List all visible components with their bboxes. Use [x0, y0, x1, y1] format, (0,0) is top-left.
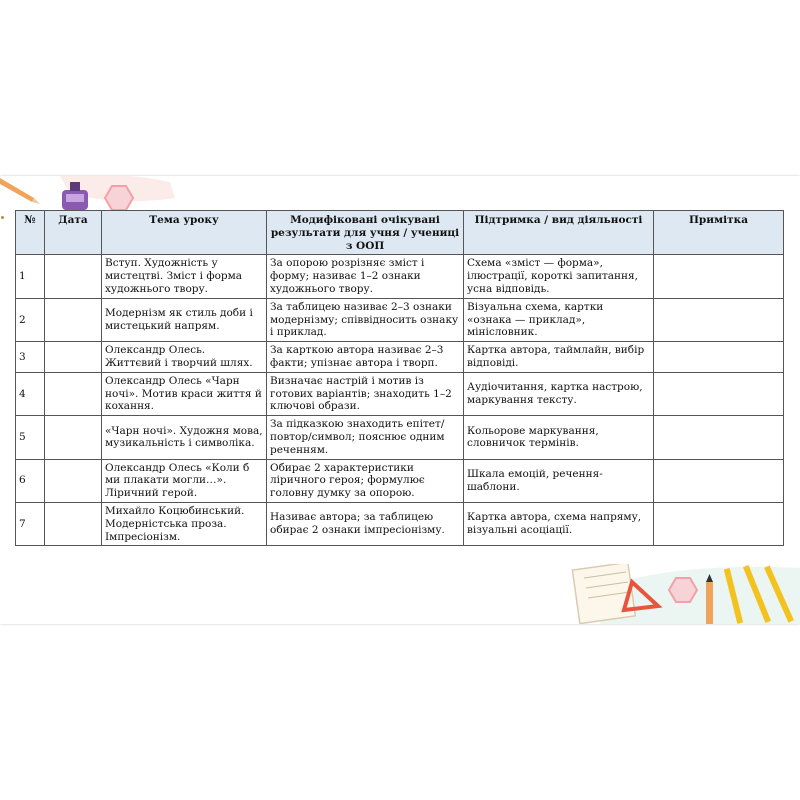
cell-support: Схема «зміст — форма», ілюстрації, короткі запитання, усна відповідь. [464, 255, 654, 298]
cell-note [654, 416, 784, 459]
table-row [16, 372, 784, 415]
header-date: Дата [45, 211, 102, 255]
table-row [16, 502, 784, 545]
cell-results: За карткою автора називає 2–3 факти; упізнає автора і творп. [267, 342, 464, 373]
table-row [16, 298, 784, 341]
cell-support: Шкала емоцій, речення-шаблони. [464, 459, 654, 502]
cell-number: 5 [16, 416, 45, 459]
cell-topic: Вступ. Художність у мистецтві. Зміст і форма художнього твору. [102, 255, 267, 298]
cell-note [654, 502, 784, 545]
cell-date [45, 459, 102, 502]
cell-note [654, 342, 784, 373]
cell-support: Картка автора, схема напряму, візуальні асоціації. [464, 502, 654, 545]
cell-note [654, 255, 784, 298]
cell-note [654, 372, 784, 415]
cell-topic: Михайло Коцюбинський. Модерністська проза. Імпресіонізм. [102, 502, 267, 545]
cell-date [45, 416, 102, 459]
cell-support: Аудіочитання, картка настрою, маркування тексту. [464, 372, 654, 415]
cell-results: За підказкою знаходить епітет/повтор/символ; пояснює одним реченням. [267, 416, 464, 459]
cell-date [45, 342, 102, 373]
cell-number: 1 [16, 255, 45, 298]
cell-note [654, 459, 784, 502]
cell-date [45, 255, 102, 298]
table-row [16, 342, 784, 373]
cell-topic: Модернізм як стиль доби і мистецький напрям. [102, 298, 267, 341]
cell-number: 7 [16, 502, 45, 545]
table-header-row [16, 211, 784, 255]
cell-note [654, 298, 784, 341]
hexagon-icon [669, 578, 697, 602]
cell-support: Візуальна схема, картки «ознака — приклад», мінісловник. [464, 298, 654, 341]
table-row [16, 459, 784, 502]
lesson-plan-table [15, 210, 784, 546]
cell-results: Називає автора; за таблицею обирає 2 ознаки імпресіонізму. [267, 502, 464, 545]
header-number: № [16, 211, 45, 255]
cell-number: 4 [16, 372, 45, 415]
cell-results: Визначає настрій і мотив із готових варіантів; знаходить 1–2 ключові образи. [267, 372, 464, 415]
pencil-icon [706, 574, 713, 624]
notebook-icon [572, 564, 635, 624]
cell-topic: Олександр Олесь «Чарн ночі». Мотив краси життя й кохання. [102, 372, 267, 415]
stray-dot [1, 216, 4, 219]
cell-date [45, 502, 102, 545]
cell-number: 6 [16, 459, 45, 502]
pencil-icon [0, 178, 40, 204]
cell-number: 3 [16, 342, 45, 373]
cell-number: 2 [16, 298, 45, 341]
hexagon-icon [105, 186, 133, 210]
cell-date [45, 298, 102, 341]
cell-results: Обирає 2 характеристики ліричного героя; формулює головну думку за опорою. [267, 459, 464, 502]
cell-support: Картка автора, таймлайн, вибір відповіді. [464, 342, 654, 373]
header-support: Підтримка / вид діяльності [464, 211, 654, 255]
header-topic: Тема уроку [102, 211, 267, 255]
bottom-decoration [570, 564, 800, 624]
table-row [16, 416, 784, 459]
cell-results: За таблицею називає 2–3 ознаки модернізму; співвідносить ознаку і приклад. [267, 298, 464, 341]
cell-topic: Олександр Олесь. Життєвий і творчий шлях. [102, 342, 267, 373]
header-note: Примітка [654, 211, 784, 255]
cell-date [45, 372, 102, 415]
cell-results: За опорою розрізняє зміст і форму; називає 1–2 ознаки художнього твору. [267, 255, 464, 298]
cell-topic: Олександр Олесь «Коли б ми плакати могли…». Ліричний герой. [102, 459, 267, 502]
cell-topic: «Чарн ночі». Художня мова, музикальність і символіка. [102, 416, 267, 459]
cell-support: Кольорове маркування, словничок термінів. [464, 416, 654, 459]
table-row [16, 255, 784, 298]
header-modified-results: Модифіковані очікувані результати для учня / учениці з ООП [267, 211, 464, 255]
